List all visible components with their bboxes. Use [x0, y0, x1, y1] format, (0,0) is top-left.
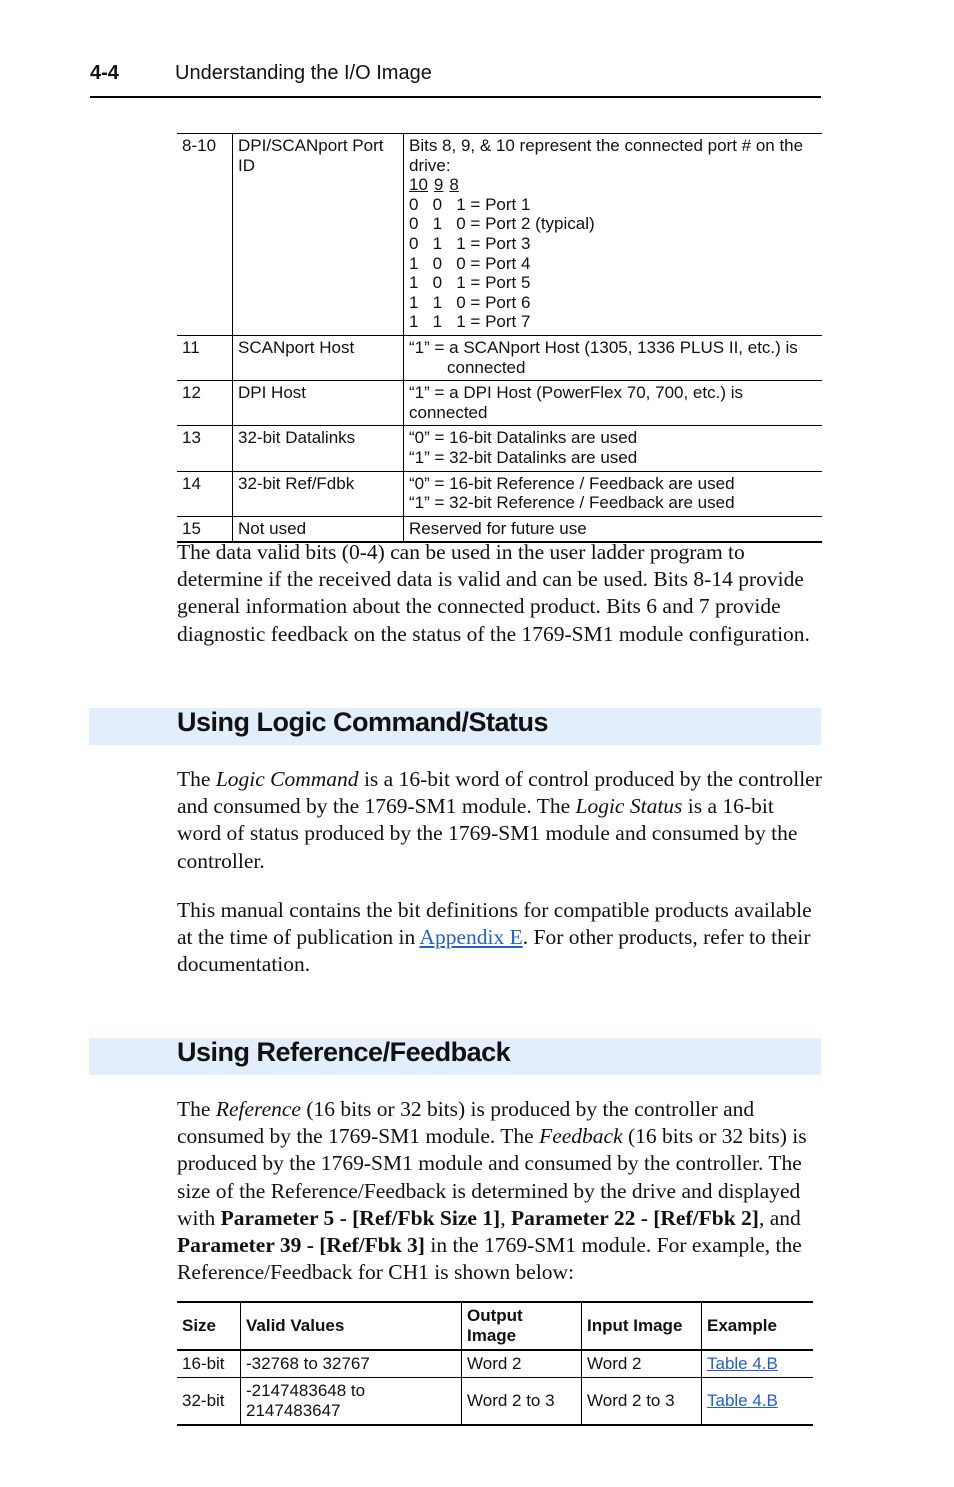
parameter-reference: Parameter 22 - [Ref/Fbk 2]: [510, 1205, 759, 1230]
text-run: (16 bits or 32 bits) is produced by the 1769-SM1 module and consumed by the controller. The size of the Reference/Feedback is determined by the drive and displayed with: [177, 1124, 807, 1230]
table-4b-link[interactable]: Table 4.B: [707, 1391, 778, 1410]
bit-cell: 14: [177, 471, 233, 516]
port-row: 1 0 0 = Port 4: [409, 253, 531, 273]
column-header: Valid Values: [241, 1302, 462, 1350]
description-line: connected: [447, 357, 526, 377]
data-valid-bits-paragraph: The data valid bits (0-4) can be used in the user ladder program to determine if the received data is valid and can be used. Bits 8-14 provide general information about the connected product. Bits 6 and 7 provide diagnostic feedback on the status of the 1769-SM1 module configuration.: [177, 540, 810, 646]
text-run: in the 1769-SM1 module. For example, the Reference/Feedback for CH1 is shown below:: [177, 1233, 802, 1285]
italic-term: Logic Status: [575, 794, 683, 819]
text-run: ,: [500, 1205, 511, 1230]
port-row: 0 1 0 = Port 2 (typical): [409, 214, 595, 234]
description-cell: [404, 134, 823, 336]
table-cell: 32-bit: [177, 1378, 241, 1426]
description-line: “1” = a DPI Host (PowerFlex 70, 700, etc.) is connected: [409, 383, 743, 422]
table-row: [177, 1378, 813, 1426]
column-header: Input Image: [582, 1302, 702, 1350]
table-row: [177, 335, 822, 380]
port-bit-9: 9: [433, 175, 444, 195]
bit-cell: 15: [177, 516, 233, 542]
parameter-reference: Parameter 39 - [Ref/Fbk 3]: [177, 1233, 425, 1258]
description-line: Reserved for future use: [409, 518, 587, 538]
italic-term: Reference: [215, 1097, 301, 1121]
description-line: “1” = 32-bit Reference / Feedback are used: [409, 493, 735, 513]
bit-definition-table: [177, 133, 822, 543]
port-row: 1 1 1 = Port 7: [409, 312, 531, 332]
port-row: 1 1 0 = Port 6: [409, 292, 531, 312]
name-cell: 32-bit Datalinks: [233, 426, 404, 471]
port-intro: Bits 8, 9, & 10 represent the connected port # on the drive:: [409, 136, 804, 175]
table-cell: Word 2 to 3: [582, 1378, 702, 1426]
appendix-e-link[interactable]: Appendix E: [419, 925, 523, 950]
bit-cell: 12: [177, 381, 233, 426]
description-cell: [404, 471, 823, 516]
description-line: “1” = a SCANport Host (1305, 1336 PLUS II, etc.) is: [409, 337, 798, 357]
section-heading-reference-feedback: Using Reference/Feedback: [177, 1037, 511, 1067]
text-run: The: [177, 767, 216, 791]
table-row: [177, 471, 822, 516]
table-row: [177, 426, 822, 471]
name-cell: DPI Host: [233, 381, 404, 426]
text-run: is a 16-bit word of status produced by the 1769-SM1 module and consumed by the controller.: [177, 794, 798, 873]
text-run: The: [177, 1097, 216, 1121]
bit-cell: 11: [177, 335, 233, 380]
table-cell: Word 2: [582, 1350, 702, 1378]
page-number: 4-4: [90, 62, 119, 84]
column-header: Size: [177, 1302, 241, 1350]
bit-cell: 8-10: [177, 134, 233, 336]
table-cell: -32768 to 32767: [241, 1350, 462, 1378]
table-cell: [702, 1350, 814, 1378]
parameter-reference: Parameter 5 - [Ref/Fbk Size 1]: [220, 1205, 501, 1230]
text-run: , and: [758, 1205, 801, 1230]
port-row: 0 0 1 = Port 1: [409, 194, 531, 214]
port-bit-header: [409, 175, 817, 195]
text-run: (16 bits or 32 bits) is produced by the controller and consumed by the 1769-SM1 module. The: [177, 1097, 755, 1149]
column-header: Output Image: [462, 1302, 582, 1350]
name-cell: SCANport Host: [233, 335, 404, 380]
table-cell: Word 2: [462, 1350, 582, 1378]
bit-cell: 13: [177, 426, 233, 471]
chapter-title: Understanding the I/O Image: [175, 62, 432, 84]
italic-term: Logic Command: [215, 767, 359, 791]
column-header: Example: [702, 1302, 814, 1350]
reference-feedback-table: [177, 1301, 813, 1426]
reference-feedback-paragraph: [177, 1096, 822, 1286]
port-bit-8: 8: [449, 175, 459, 195]
port-row: 0 1 1 = Port 3: [409, 233, 531, 253]
description-line: “1” = 32-bit Datalinks are used: [409, 447, 638, 467]
port-bit-10: 10: [409, 175, 428, 195]
table-row: [177, 381, 822, 426]
table-header-row: [177, 1302, 813, 1350]
description-line: “0” = 16-bit Reference / Feedback are used: [409, 473, 735, 493]
table-row: [177, 134, 822, 336]
description-cell: [404, 381, 823, 426]
header-rule: [90, 96, 821, 98]
italic-term: Feedback: [539, 1124, 623, 1149]
description-cell: [404, 335, 823, 380]
port-row: 1 0 1 = Port 5: [409, 273, 531, 293]
description-cell: [404, 426, 823, 471]
name-cell: Not used: [233, 516, 404, 542]
section-heading-logic-command: Using Logic Command/Status: [177, 707, 549, 737]
table-cell: 16-bit: [177, 1350, 241, 1378]
text-run: is a 16-bit word of control produced by the controller and consumed by the 1769-SM1 module. The: [177, 767, 822, 819]
table-cell: Word 2 to 3: [462, 1378, 582, 1426]
table-cell: [702, 1378, 814, 1426]
name-cell: 32-bit Ref/Fdbk: [233, 471, 404, 516]
table-4b-link[interactable]: Table 4.B: [707, 1354, 778, 1373]
table-cell: -2147483648 to 2147483647: [241, 1378, 462, 1426]
table-row: [177, 1350, 813, 1378]
name-cell: DPI/SCANport Port ID: [233, 134, 404, 336]
text-run: This manual contains the bit definitions for compatible products available at the time of publication in: [177, 898, 812, 950]
description-line: “0” = 16-bit Datalinks are used: [409, 428, 638, 448]
text-run: . For other products, refer to their documentation.: [177, 925, 811, 977]
logic-command-paragraph: [177, 766, 822, 875]
appendix-paragraph: [177, 897, 822, 979]
